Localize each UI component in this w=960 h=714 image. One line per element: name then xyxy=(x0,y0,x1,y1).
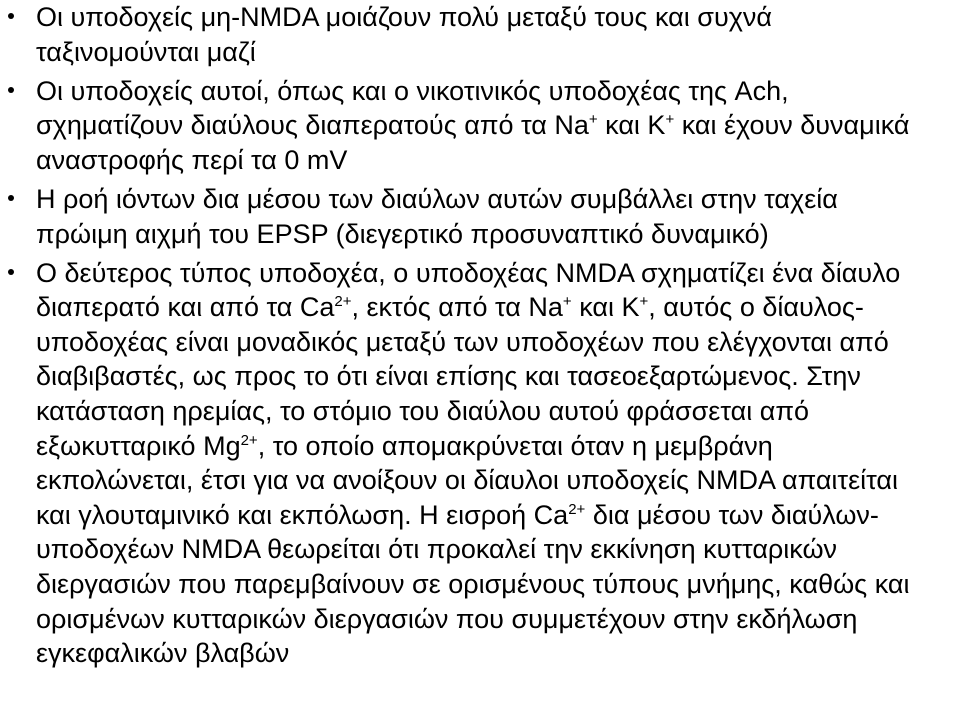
bullet-text: και έχουν δυναμικά αναστροφής περί τα 0 mV xyxy=(36,110,910,175)
bullet-item-4 xyxy=(36,256,936,671)
bullet-list xyxy=(36,0,936,671)
bullet-item-3 xyxy=(36,182,936,251)
superscript-charge: + xyxy=(588,111,598,129)
superscript-charge: + xyxy=(562,293,572,311)
bullet-text: Οι υποδοχείς αυτοί, όπως και ο νικοτινικός υποδοχέας της Ach, σχηματίζουν διαύλους διαπερατούς από τα Na xyxy=(36,75,789,141)
superscript-charge: + xyxy=(639,293,649,311)
bullet-text: και K xyxy=(597,110,666,141)
superscript-charge: 2+ xyxy=(334,293,352,311)
bullet-text: Οι υποδοχείς μη-NMDA μοιάζουν πολύ μεταξύ τους και συχνά ταξινομούνται μαζί xyxy=(36,2,772,67)
bullet-text: , το οποίο απομακρύνεται όταν η μεμβράνη εκπολώνεται, έτσι για να ανοίξουν οι δίαυλοι υποδοχείς NMDA απαιτείται και γλουταμινικό και εκπόλωση. Η εισροή Ca xyxy=(36,430,899,530)
bullet-dot-icon xyxy=(8,87,14,93)
bullet-text: Η ροή ιόντων δια μέσου των διαύλων αυτών συμβάλλει στην ταχεία πρώιμη αιχμή του EPSP (διεγερτικό προσυναπτικό δυναμικό) xyxy=(36,183,838,249)
bullet-text: Ο δεύτερος τύπος υποδοχέα, ο υποδοχέας NMDA σχηματίζει ένα δίαυλο διαπερατό και από τα Ca xyxy=(36,257,901,323)
bullet-dot-icon xyxy=(8,13,14,19)
bullet-text: , αυτός ο δίαυλος-υποδοχέας είναι μοναδικός μεταξύ των υποδοχέων που ελέγχονται από διαβιβαστές, ως προς το ότι είναι επίσης και τασεοεξαρτώμενος. Στην κατάσταση ηρεμίας, το στόμιο του διαύλου αυτού φράσσεται από εξωκυτταρικό Mg xyxy=(36,292,889,461)
bullet-text: και K xyxy=(571,292,640,323)
bullet-dot-icon xyxy=(8,269,14,275)
superscript-charge: 2+ xyxy=(240,431,258,449)
bullet-item-2 xyxy=(36,74,936,178)
bullet-text: δια μέσου των διαύλων-υποδοχέων NMDA θεωρείται ότι προκαλεί την εκκίνηση κυτταρικών διεργασιών που παρεμβαίνουν σε ορισμένους τύπους μνήμης, καθώς και ορισμένων κυτταρικών διεργασιών που συμμετέχουν στην εκδήλωση εγκεφαλικών βλαβών xyxy=(36,499,910,669)
bullet-text: , εκτός από τα Na xyxy=(351,292,563,323)
superscript-charge: + xyxy=(665,111,675,129)
bullet-item-1 xyxy=(36,0,936,69)
bullet-dot-icon xyxy=(8,195,14,201)
superscript-charge: 2+ xyxy=(568,500,586,518)
